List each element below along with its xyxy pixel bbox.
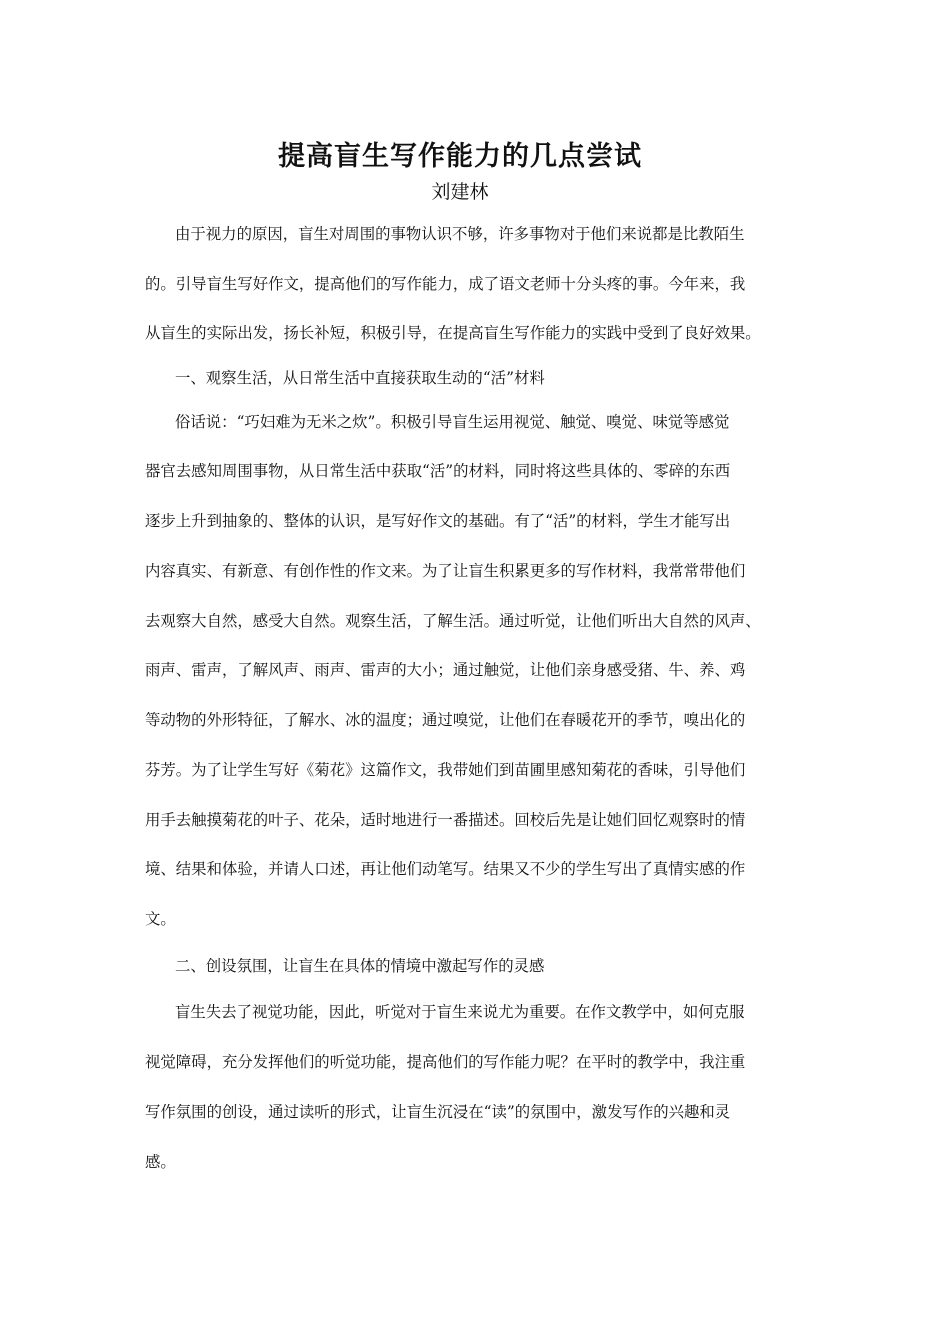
paragraph-3-line-1: 盲生失去了视觉功能，因此，听觉对于盲生来说尤为重要。在作文教学中，如何克服 — [175, 1003, 745, 1021]
section-heading-1: 一、观察生活，从日常生活中直接获取生动的“活”材料 — [175, 369, 545, 387]
paragraph-2-line-7: 等动物的外形特征，了解水、冰的温度；通过嗅觉，让他们在春暖花开的季节，嗅出化的 — [145, 711, 746, 729]
paragraph-2-line-3: 逐步上升到抽象的、整体的认识，是写好作文的基础。有了“活”的材料，学生才能写出 — [145, 512, 731, 530]
paragraph-2-line-4: 内容真实、有新意、有创作性的作文来。为了让盲生积累更多的写作材料，我常常带他们 — [145, 562, 746, 580]
document-title: 提高盲生写作能力的几点尝试 — [278, 141, 642, 172]
paragraph-2-line-10: 境、结果和体验，并请人口述，再让他们动笔写。结果又不少的学生写出了真情实感的作 — [145, 860, 746, 878]
paragraph-2-line-11: 文。 — [145, 910, 176, 928]
paragraph-2-line-2: 器官去感知周围事物，从日常生活中获取“活”的材料，同时将这些具体的、零碎的东西 — [145, 462, 731, 480]
paragraph-1-line-2: 的。引导盲生写好作文，提高他们的写作能力，成了语文老师十分头疼的事。今年来，我 — [145, 275, 746, 293]
paragraph-3-line-2: 视觉障碍，充分发挥他们的听觉功能，提高他们的写作能力呢？在平时的教学中，我注重 — [145, 1053, 746, 1071]
paragraph-2-line-9: 用手去触摸菊花的叶子、花朵，适时地进行一番描述。回校后先是让她们回忆观察时的情 — [145, 811, 746, 829]
paragraph-2-line-1: 俗话说：“巧妇难为无米之炊”。积极引导盲生运用视觉、触觉、嗅觉、味觉等感觉 — [175, 413, 730, 431]
paragraph-1-line-1: 由于视力的原因，盲生对周围的事物认识不够，许多事物对于他们来说都是比教陌生 — [175, 225, 745, 243]
author-name: 刘建林 — [431, 181, 489, 203]
paragraph-2-line-8: 芬芳。为了让学生写好《菊花》这篇作文，我带她们到苗圃里感知菊花的香味，引导他们 — [145, 761, 746, 779]
paragraph-1-line-3: 从盲生的实际出发，扬长补短，积极引导，在提高盲生写作能力的实践中受到了良好效果。 — [145, 324, 761, 342]
paragraph-2-line-5: 去观察大自然，感受大自然。观察生活，了解生活。通过听觉，让他们听出大自然的风声、 — [145, 612, 761, 630]
section-heading-2: 二、创设氛围，让盲生在具体的情境中激起写作的灵感 — [175, 957, 545, 975]
paragraph-3-line-3: 写作氛围的创设，通过读听的形式，让盲生沉浸在“读”的氛围中，激发写作的兴趣和灵 — [145, 1103, 731, 1121]
paragraph-2-line-6: 雨声、雷声，了解风声、雨声、雷声的大小；通过触觉，让他们亲身感受猪、牛、养、鸡 — [145, 661, 746, 679]
paragraph-3-line-4: 感。 — [145, 1153, 176, 1171]
